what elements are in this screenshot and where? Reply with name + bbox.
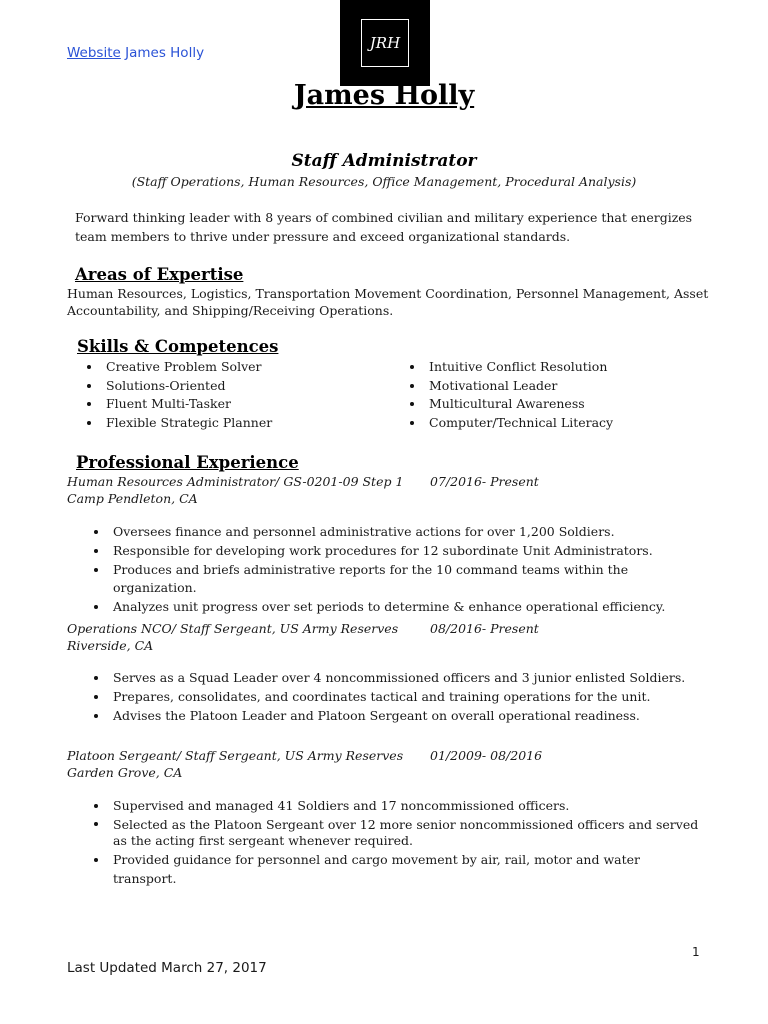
duty-item: Produces and briefs administrative reports for the 10 command teams within the organization. (113, 561, 703, 599)
summary-line: team members to thrive under pressure and exceed organizational standards. (75, 229, 571, 244)
job-duties (113, 669, 703, 725)
job-date: 08/2016- Present (430, 621, 539, 636)
job-duties (113, 797, 703, 888)
duty-item: Provided guidance for personnel and cargo movement by air, rail, motor and water transport. (113, 851, 703, 889)
duty-item: Analyzes unit progress over set periods to determine & enhance operational efficiency. (113, 598, 703, 617)
job-position: Human Resources Administrator/ GS-0201-09 Step 1 (67, 474, 404, 489)
job-date: 01/2009- 08/2016 (430, 748, 543, 763)
monogram-text: JRH (361, 19, 409, 67)
website-link[interactable]: Website (67, 45, 121, 61)
skills-heading: Skills & Competences (77, 337, 279, 356)
summary-paragraph (75, 208, 695, 246)
job-position: Platoon Sergeant/ Staff Sergeant, US Army Reserves (67, 748, 404, 763)
job-date: 07/2016- Present (430, 474, 539, 489)
skill-item: Flexible Strategic Planner (106, 414, 272, 433)
monogram-logo (340, 0, 430, 86)
experience-heading: Professional Experience (76, 453, 299, 472)
job-title-heading: Staff Administrator (291, 151, 477, 171)
skills-list-left (106, 358, 272, 433)
job-location: Garden Grove, CA (67, 765, 183, 780)
candidate-name: James Holly (293, 80, 475, 111)
areas-heading: Areas of Expertise (75, 265, 244, 284)
skill-item: Motivational Leader (429, 377, 613, 396)
page-number: 1 (692, 945, 700, 959)
job-location: Camp Pendleton, CA (67, 491, 198, 506)
skill-item: Fluent Multi-Tasker (106, 395, 272, 414)
skill-item: Intuitive Conflict Resolution (429, 358, 613, 377)
duty-item: Selected as the Platoon Sergeant over 12 more senior noncommissioned officers and served as the acting first sergeant whenever required. (113, 816, 703, 851)
job-location: Riverside, CA (67, 638, 154, 653)
header-links (67, 45, 204, 61)
job-position: Operations NCO/ Staff Sergeant, US Army Reserves (67, 621, 399, 636)
duty-item: Serves as a Squad Leader over 4 noncommissioned officers and 3 junior enlisted Soldiers. (113, 669, 703, 688)
skills-list-right (429, 358, 613, 433)
duty-item: Advises the Platoon Leader and Platoon Sergeant on overall operational readiness. (113, 707, 703, 726)
duty-item: Responsible for developing work procedures for 12 subordinate Unit Administrators. (113, 542, 703, 561)
job-duties (113, 523, 703, 617)
areas-text: Human Resources, Logistics, Transportation Movement Coordination, Personnel Management, Asset Accountability, and Shipping/Receiving Operations. (67, 286, 709, 318)
duty-item: Oversees finance and personnel administrative actions for over 1,200 Soldiers. (113, 523, 703, 542)
last-updated: Last Updated March 27, 2017 (67, 960, 267, 976)
duty-item: Prepares, consolidates, and coordinates tactical and training operations for the unit. (113, 688, 703, 707)
skill-item: Creative Problem Solver (106, 358, 272, 377)
summary-line: Forward thinking leader with 8 years of combined civilian and military experience that energizes (75, 210, 693, 225)
duty-item: Supervised and managed 41 Soldiers and 17 noncommissioned officers. (113, 797, 703, 816)
name-link[interactable]: James Holly (125, 45, 205, 61)
skill-item: Solutions-Oriented (106, 377, 272, 396)
skill-item: Multicultural Awareness (429, 395, 613, 414)
title-subtitle: (Staff Operations, Human Resources, Office Management, Procedural Analysis) (131, 174, 637, 189)
skill-item: Computer/Technical Literacy (429, 414, 613, 433)
